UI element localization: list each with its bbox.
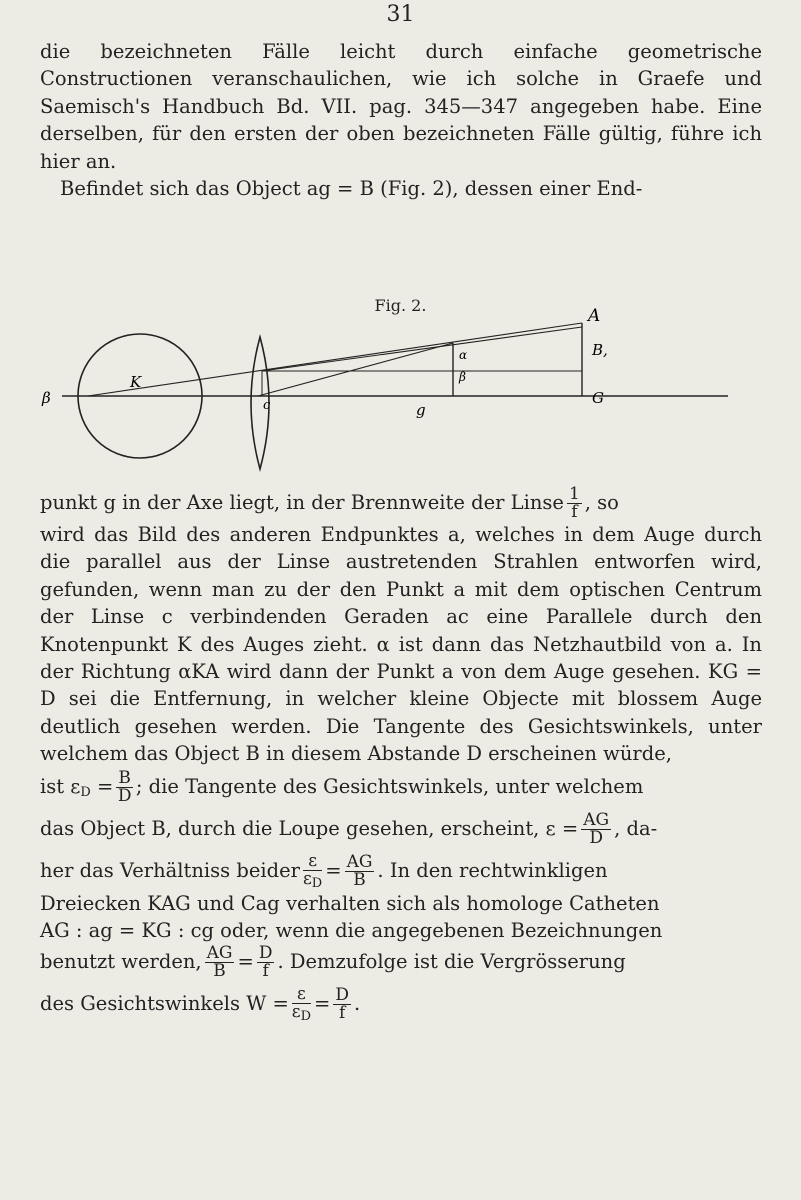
den-sub-D2: D — [300, 1008, 312, 1024]
den-B: B — [353, 870, 366, 891]
formula-line-1 — [40, 767, 762, 806]
label-B1: B, — [592, 341, 608, 359]
ray-parallel — [262, 327, 582, 371]
paragraph-1 — [40, 38, 762, 202]
page-number: 31 — [386, 2, 415, 27]
label-g: g — [416, 401, 426, 419]
num-AG: AG — [583, 810, 610, 831]
den-D2: D — [589, 828, 603, 849]
formula-line-5: AG : ag = KG : cg oder, wenn die angegebenen Bezeichnungen — [40, 919, 663, 943]
formula-line-6 — [40, 942, 762, 981]
eps: ε — [70, 774, 81, 798]
label-c: c — [263, 398, 271, 413]
eq3: = — [237, 949, 254, 973]
formula-7-before: des Gesichtswinkels W = — [40, 991, 289, 1015]
p3-line1-after: , so — [584, 491, 619, 514]
num-D2: D — [335, 984, 350, 1005]
den-sub-D: D — [311, 876, 323, 892]
num-eps2: ε — [292, 986, 311, 1004]
paragraph-3-firstline — [40, 486, 762, 521]
ray-K-A — [88, 323, 582, 396]
formula-6-before: benutzt werden, — [40, 949, 202, 973]
figure-2-diagram — [40, 306, 762, 483]
formula-line-3 — [40, 853, 762, 890]
sub-D: D — [80, 784, 91, 800]
label-K: K — [130, 373, 142, 391]
fraction-eps-epsD — [303, 853, 322, 890]
fraction-AG-B — [345, 854, 375, 889]
figure-caption: Fig. 2. — [374, 296, 427, 315]
label-beta-small: β — [459, 370, 466, 384]
frac-num: 1 — [568, 484, 580, 504]
fraction-AG-B-2 — [205, 942, 235, 981]
label-beta-left: β — [42, 389, 51, 407]
frac-den: f — [571, 502, 578, 522]
num-AG2: AG — [346, 852, 373, 873]
formula-line-4: Dreiecken KAG und Cag verhalten sich als homologe Catheten — [40, 892, 660, 916]
num-eps: ε — [303, 853, 322, 871]
formula-6-after: . Demzufolge ist die Vergrösserung — [277, 949, 626, 973]
word-ist: ist — [40, 774, 65, 798]
formula-2-after: , da- — [614, 817, 658, 841]
label-alpha: α — [459, 348, 468, 362]
eq2: = — [325, 859, 342, 883]
ray-c-a — [258, 343, 453, 396]
formula-line-7: des Gesichtswinkels W = $\frac{\varepsilon}{\varepsilon_D}$ = $\frac{D}{f}$ . — [40, 983, 361, 1024]
formula-1-after: ; die Tangente des Gesichtswinkels, unter welchem — [135, 774, 644, 798]
num-B: B — [118, 767, 131, 788]
den-D: D — [117, 785, 132, 806]
paragraph-3-body: wird das Bild des anderen Endpunktes a, welches in dem Auge durch die parallel aus der Linse austretenden Strahlen entworfen wird, gefunden, wenn man zu der den Punkt a mit dem optischen Centrum der Linse c verbindenden Geraden ac eine Parallele durch den Knotenpunkt K des Auges zieht. α ist dann das Netzhautbild von a. In der Richtung αKA wird dann der Punkt a von dem Auge gesehen. KG = D sei die Entfernung, in welcher kleine Objecte mit blossem Auge deutlich gesehen werden. Die Tangente des Gesichtswinkels, unter welchem das Object B in diesem Abstande D erscheinen würde, — [40, 523, 762, 766]
den-epsD2 — [291, 1001, 312, 1024]
label-A: A — [588, 306, 601, 326]
formula-3-before: her das Verhältniss beider — [40, 859, 300, 883]
paragraph-3 — [40, 486, 762, 1023]
num-AG3: AG — [206, 942, 233, 963]
den-f: f — [262, 960, 269, 981]
num-D: D — [258, 942, 273, 963]
den-eps2: ε — [291, 1001, 301, 1022]
den-B2: B — [213, 960, 226, 981]
den-epsD — [303, 871, 322, 890]
label-G: G — [592, 389, 604, 407]
fraction-eps-epsD-2 — [291, 983, 312, 1024]
den-f2: f — [339, 1002, 346, 1023]
p3-line1-before: punkt g in der Axe liegt, in der Brennweite der Linse — [40, 491, 564, 514]
den-eps: ε — [302, 869, 312, 890]
fraction-B-D — [116, 767, 133, 806]
formula-2-before: das Object B, durch die Loupe gesehen, erscheint, ε = — [40, 817, 579, 841]
fraction-D-f — [257, 942, 275, 981]
fraction-1-f — [567, 486, 582, 521]
formula-3-after: . In den rechtwinkligen — [377, 859, 608, 883]
paragraph-2-text: Befindet sich das Object ag = B (Fig. 2), dessen einer End- — [60, 177, 643, 201]
formula-line-2 — [40, 812, 762, 847]
eq4: = — [314, 991, 331, 1015]
eq: = — [97, 774, 114, 798]
paragraph-1-text: die bezeichneten Fälle leicht durch einfache geometrische Constructionen veranschaulichen, wie ich solche in Graefe und Saemisch's Handbuch Bd. VII. pag. 345—347 angegeben habe. Eine derselben, für den ersten der oben bezeichneten Fälle gültig, führe ich hier an. — [40, 40, 762, 173]
fraction-AG-D — [581, 812, 611, 847]
fraction-D-f-2 — [333, 984, 351, 1023]
